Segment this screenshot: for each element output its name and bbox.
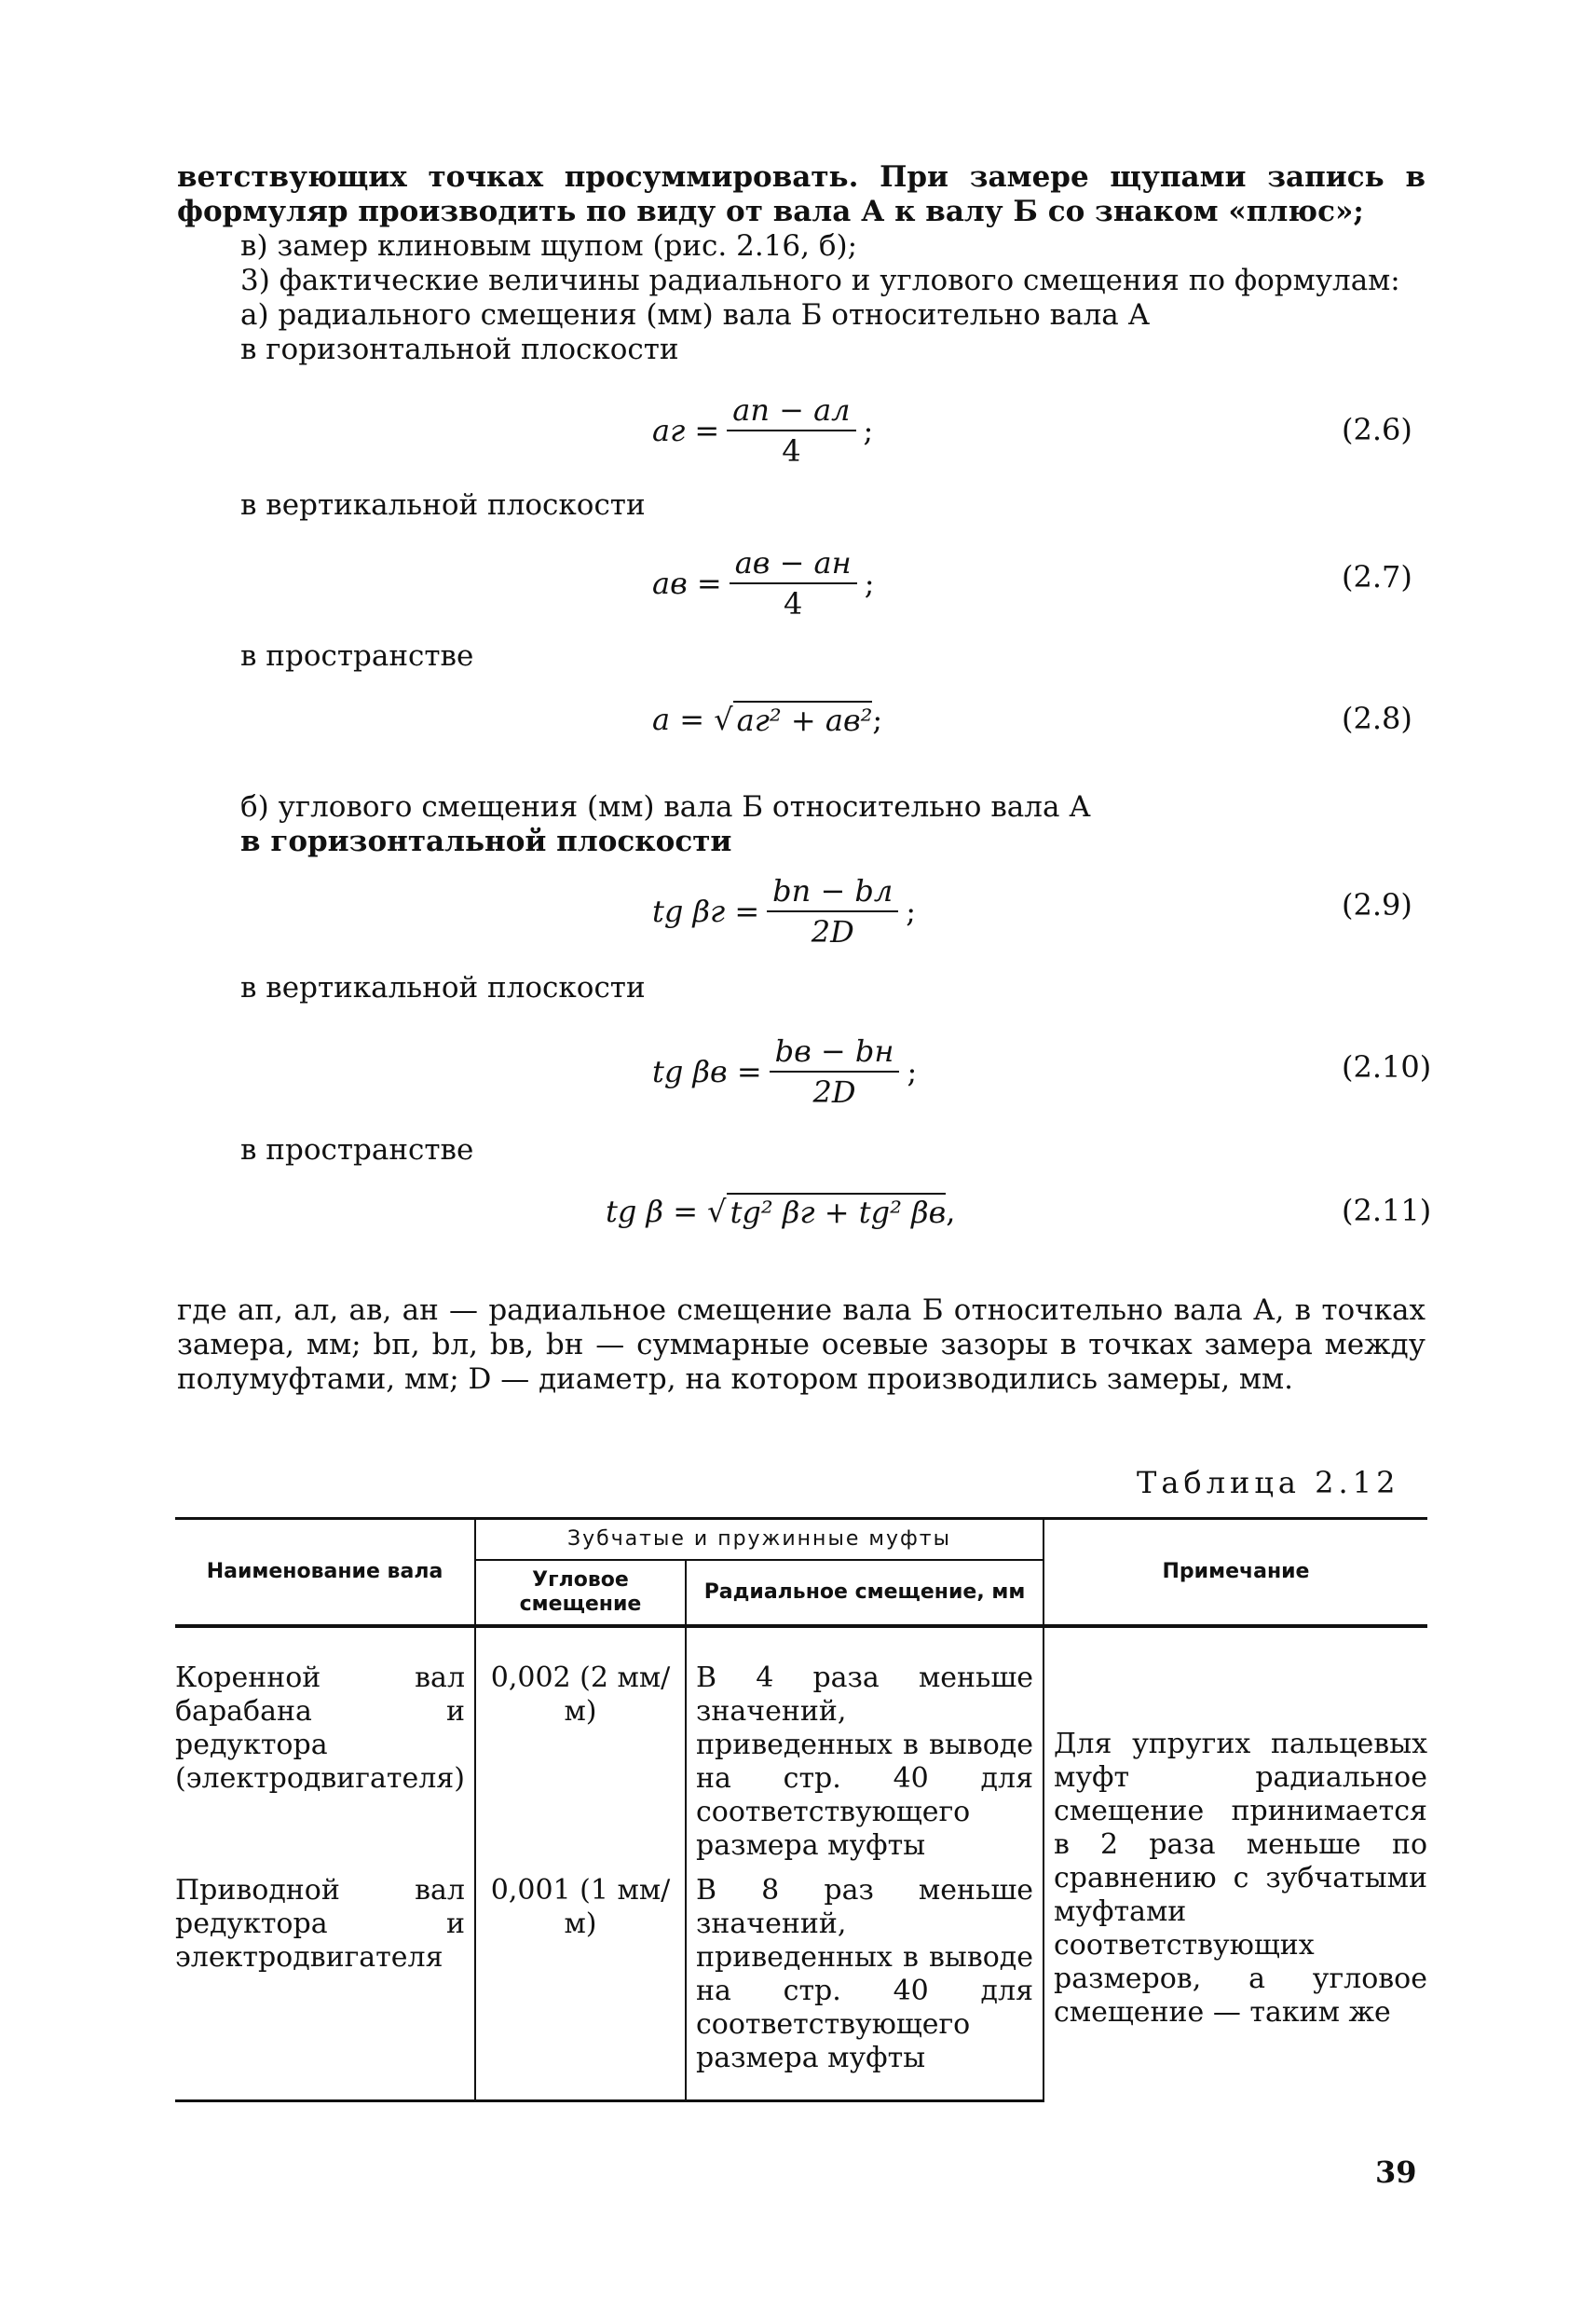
item-v: в) замер клиновым щупом (рис. 2.16, б);	[240, 229, 858, 263]
equation-number-2-10: (2.10)	[1342, 1049, 1432, 1085]
formula-2-9-tail: ;	[906, 894, 917, 929]
table-header-row	[175, 1519, 1427, 1561]
formula-2-10-denominator: 2D	[812, 1074, 856, 1110]
formula-2-6-numerator: aп − aл	[727, 392, 855, 431]
table-row	[175, 1626, 1427, 1868]
formula-2-9-denominator: 2D	[811, 914, 854, 950]
header-angular-offset: Угловое смещение	[475, 1560, 686, 1626]
formula-2-9-fraction	[767, 873, 898, 950]
header-note: Примечание	[1044, 1519, 1427, 1627]
formula-2-9-lhs: tg βг =	[652, 894, 760, 929]
header-coupling-group: Зубчатые и пружинные муфты	[475, 1519, 1044, 1561]
formula-2-8-radicand: aг² + aв²	[733, 701, 873, 738]
label-horizontal-2: в горизонтальной плоскости	[240, 825, 732, 858]
item-a: а) радиального смещения (мм) вала Б относительно вала А	[240, 298, 1151, 332]
equation-number-2-8: (2.8)	[1342, 701, 1412, 736]
equation-number-2-7: (2.7)	[1342, 559, 1412, 595]
row-2-shaft-name: Приводной вал редуктора и электродвигателя	[175, 1868, 475, 2101]
formula-2-7-numerator: aв − aн	[730, 545, 857, 584]
label-space-1: в пространстве	[240, 639, 474, 673]
formula-2-10	[652, 1025, 917, 1118]
formula-2-10-lhs: tg βв =	[652, 1054, 762, 1089]
note-cell: Для упругих пальцевых муфт радиальное смещение принимается в 2 раза меньше по сравнению с зубчатыми муфтами соответствующих размеров, а угловое смещение — таким же	[1044, 1626, 1427, 2101]
label-vertical-2: в вертикальной плоскости	[240, 971, 646, 1005]
row-1-radial-offset: В 4 раза меньше значений, приведенных в выводе на стр. 40 для соответствующего размера муфты	[686, 1626, 1044, 1868]
row-1-angular-offset: 0,002 (2 мм/м)	[475, 1626, 686, 1868]
page-number: 39	[1375, 2154, 1417, 2190]
equation-number-2-11: (2.11)	[1342, 1193, 1432, 1228]
formula-2-7-tail: ;	[864, 566, 875, 601]
formula-2-10-tail: ;	[907, 1054, 918, 1089]
formula-2-6	[652, 384, 873, 477]
formula-2-8	[652, 673, 882, 766]
row-1-shaft-name: Коренной вал барабана и редуктора (электродвигателя)	[175, 1626, 475, 1868]
formula-2-7-denominator: 4	[784, 586, 803, 622]
formula-2-9	[652, 865, 916, 958]
header-shaft-name: Наименование вала	[175, 1519, 475, 1627]
formula-2-6-tail: ;	[863, 413, 874, 448]
item-b: б) углового смещения (мм) вала Б относительно вала А	[240, 790, 1091, 824]
table-caption: Таблица 2.12	[1137, 1465, 1400, 1500]
data-table	[175, 1517, 1427, 2102]
label-vertical-1: в вертикальной плоскости	[240, 488, 646, 522]
equation-number-2-6: (2.6)	[1342, 412, 1412, 447]
where-paragraph: где aп, aл, aв, aн — радиальное смещение вала Б относительно вала А, в точках замера, мм; bп, bл, bв, bн — суммарные осевые зазоры в точках замера между полумуфтами, мм; D — диаметр, на котором производились замеры, мм.	[177, 1293, 1425, 1396]
formula-2-7	[652, 537, 874, 630]
item-3: 3) фактические величины радиального и углового смещения по формулам:	[240, 264, 1400, 297]
label-horizontal-1: в горизонтальной плоскости	[240, 333, 679, 366]
formula-2-6-lhs: aг =	[652, 413, 720, 448]
formula-2-11-tail: ,	[946, 1194, 956, 1229]
header-radial-offset: Радиальное смещение, мм	[686, 1560, 1044, 1626]
formula-2-7-lhs: aв =	[652, 566, 722, 601]
label-space-2: в пространстве	[240, 1133, 474, 1167]
formula-2-7-fraction	[730, 545, 857, 622]
formula-2-10-numerator: bв − bн	[770, 1033, 900, 1073]
formula-2-11	[606, 1165, 955, 1258]
formula-2-8-tail: ;	[872, 702, 883, 737]
equation-number-2-9: (2.9)	[1342, 887, 1412, 923]
formula-2-6-denominator: 4	[782, 433, 801, 469]
row-2-angular-offset: 0,001 (1 мм/м)	[475, 1868, 686, 2101]
row-2-radial-offset: В 8 раз меньше значений, приведенных в выводе на стр. 40 для соответствующего размера муфты	[686, 1868, 1044, 2101]
formula-2-10-fraction	[770, 1033, 900, 1110]
formula-2-11-radicand: tg² βг + tg² βв	[727, 1193, 947, 1230]
formula-2-9-numerator: bп − bл	[767, 873, 898, 912]
formula-2-11-lhs: tg β = √	[606, 1194, 727, 1229]
intro-paragraph: ветствующих точках просуммировать. При замере щупами запись в формуляр производить по виду от вала А к валу Б со знаком «плюс»;	[177, 160, 1425, 228]
formula-2-8-lhs: a = √	[652, 702, 733, 737]
formula-2-6-fraction	[727, 392, 855, 469]
